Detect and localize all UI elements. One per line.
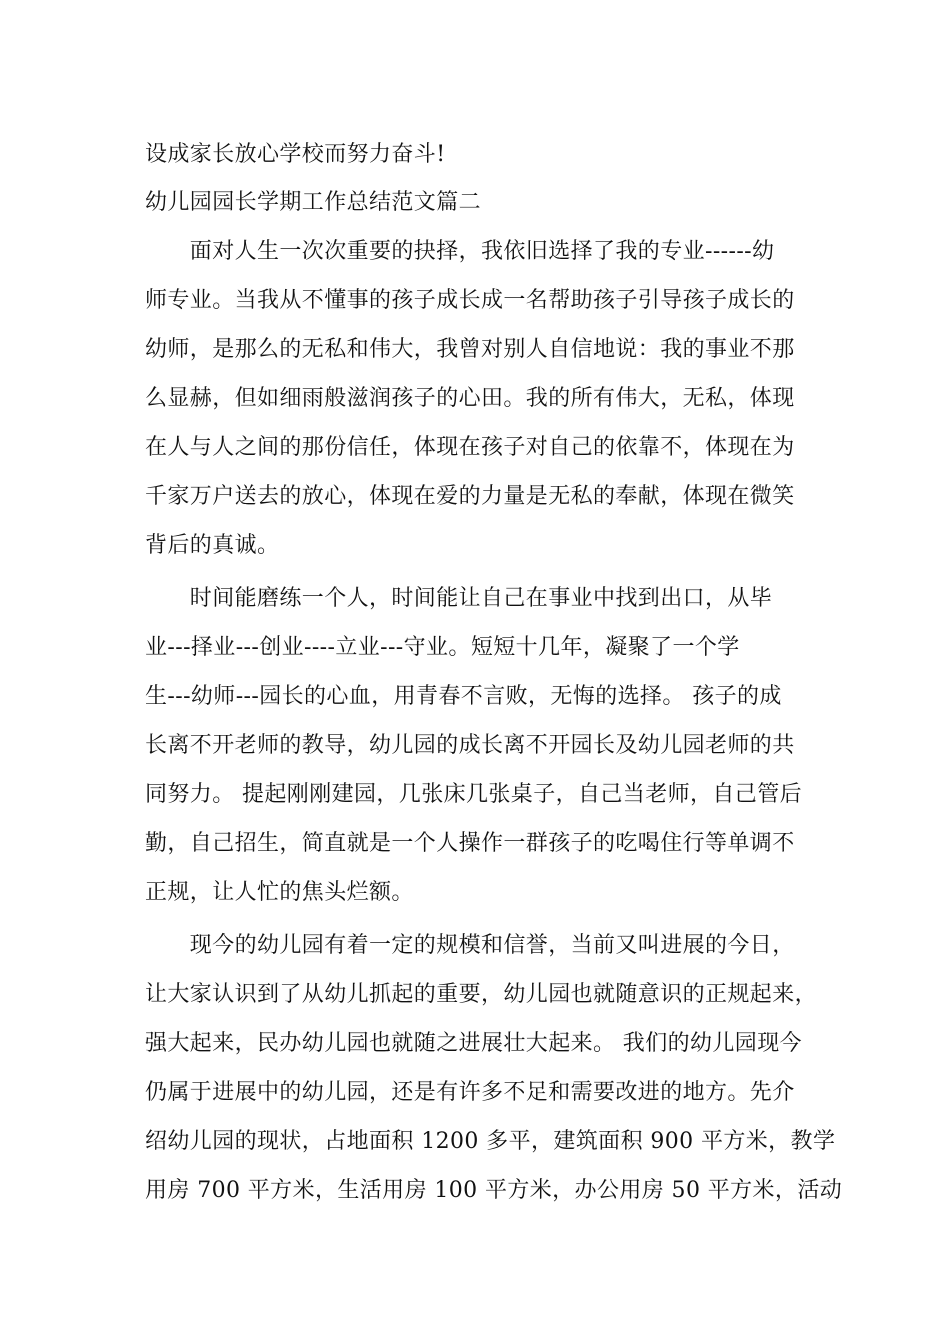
section-heading: 幼儿园园长学期工作总结范文篇二 [145, 190, 482, 215]
text-line: 面对人生一次次重要的抉择，我依旧选择了我的专业------幼 [145, 239, 775, 264]
text-line: 设成家长放心学校而努力奋斗! [145, 142, 446, 167]
text-line: 强大起来，民办幼儿园也就随之进展壮大起来。 我们的幼儿园现今 [145, 1031, 802, 1056]
text-line: 正规，让人忙的焦头烂额。 [145, 880, 414, 905]
text-line: 现今的幼儿园有着一定的规模和信誉，当前又叫进展的今日， [145, 933, 795, 958]
text-line: 在人与人之间的那份信任，体现在孩子对自己的依靠不，体现在为 [145, 435, 795, 460]
text-line: 时间能磨练一个人，时间能让自己在事业中找到出口，从毕 [145, 586, 773, 611]
text-line: 背后的真诚。 [145, 533, 280, 558]
text-line: 用房 700 平方米，生活用房 100 平方米，办公用房 50 平方米，活动 [145, 1178, 843, 1203]
text-line: 长离不开老师的教导，幼儿园的成长离不开园长及幼儿园老师的共 [145, 733, 795, 758]
text-line: 生---幼师---园长的心血，用青春不言败，无悔的选择。 孩子的成 [145, 684, 782, 709]
text-line: 让大家认识到了从幼儿抓起的重要，幼儿园也就随意识的正规起来， [145, 982, 818, 1007]
text-line: 师专业。当我从不懂事的孩子成长成一名帮助孩子引导孩子成长的 [145, 288, 795, 313]
text-line: 幼师，是那么的无私和伟大，我曾对别人自信地说：我的事业不那 [145, 337, 795, 362]
text-line: 千家万户送去的放心，体现在爱的力量是无私的奉献，体现在微笑 [145, 484, 795, 509]
text-line: 勤，自己招生，简直就是一个人操作一群孩子的吃喝住行等单调不 [145, 831, 795, 856]
text-line: 仍属于进展中的幼儿园，还是有许多不足和需要改进的地方。先介 [145, 1080, 795, 1105]
text-line: 么显赫，但如细雨般滋润孩子的心田。我的所有伟大，无私，体现 [145, 386, 795, 411]
text-line: 同努力。 提起刚刚建园，几张床几张桌子，自己当老师，自己管后 [145, 782, 802, 807]
text-line: 绍幼儿园的现状，占地面积 1200 多平，建筑面积 900 平方米，教学 [145, 1129, 836, 1154]
text-line: 业---择业---创业----立业---守业。短短十几年，凝聚了一个学 [145, 635, 740, 660]
